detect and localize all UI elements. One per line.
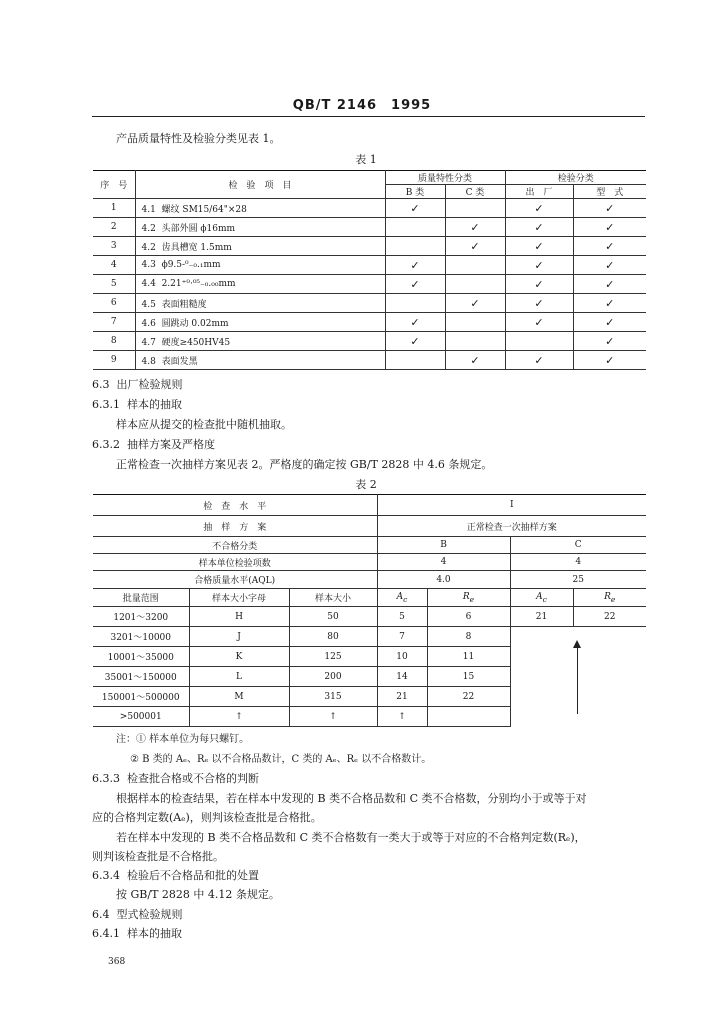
check-type: ✓ [573,218,646,237]
b-re: 11 [427,647,510,667]
nonconformity-label: 不合格分类 [93,537,377,554]
check-c: ✓ [445,237,505,256]
b-ac: 7 [377,627,427,647]
section-title: 检查批合格或不合格的判断 [127,772,259,785]
table-row [93,199,646,218]
sample-code: J [189,627,289,647]
table2-caption: 表 2 [355,478,377,491]
item-text: 齿具槽宽 1.5mm [161,242,232,253]
unit-items-label: 样本单位检验项数 [93,554,377,571]
clause-ref: 4.2 [141,242,156,253]
b-re [427,707,510,727]
table1-header-b: B 类 [385,185,445,199]
table-row [93,237,646,256]
row-seq: 2 [93,218,135,237]
clause-ref: 4.2 [141,223,156,234]
table-row [93,332,646,351]
section-6-3-4-paragraph: 按 GB/T 2828 中 4.12 条规定。 [116,888,280,901]
section-number: 6.3 [92,378,110,391]
document-header: QB/T 2146 1995 [292,98,432,113]
check-c [445,332,505,351]
check-type: ✓ [573,332,646,351]
clause-ref: 4.8 [141,356,156,367]
column-header-b-re [427,589,510,607]
sample-size: 50 [289,607,377,627]
row-item [135,351,385,370]
check-type: ✓ [573,313,646,332]
check-c: ✓ [445,294,505,313]
section-title: 抽样方案及严格度 [127,438,215,451]
check-factory: ✓ [505,237,573,256]
b-re: 8 [427,627,510,647]
item-text: 2.21⁺⁰·⁰⁵₋₀.₀₀mm [161,279,236,289]
item-text: 表面粗糙度 [161,299,207,310]
table1-header-quality: 质量特性分类 [385,171,505,185]
header-rule [92,116,645,117]
table-row [93,256,646,275]
column-header-size: 样本大小 [289,589,377,607]
arrow-up-icon [573,640,581,648]
check-factory: ✓ [505,313,573,332]
sample-code: ↑ [189,707,289,727]
table1-header-type: 型 式 [573,185,646,199]
section-number: 6.3.1 [92,398,120,411]
row-seq: 5 [93,275,135,294]
ac-letter: A [396,591,404,602]
check-c: ✓ [445,351,505,370]
b-re: 15 [427,667,510,687]
b-re: 6 [427,607,510,627]
column-header-c-re [573,589,646,607]
section-title: 型式检验规则 [116,908,183,921]
section-6-4-1-heading [92,925,182,941]
check-type: ✓ [573,294,646,313]
inspection-level-value: I [377,495,646,516]
section-6-4-heading [92,906,183,922]
check-factory: ✓ [505,218,573,237]
b-ac: 10 [377,647,427,667]
ac-letter: A [536,591,543,602]
row-item [135,237,385,256]
row-item [135,199,385,218]
clause-ref: 4.5 [141,299,156,310]
re-subscript: e [610,594,616,604]
check-c [445,199,505,218]
check-b: ✓ [385,332,445,351]
b-ac: ↑ [377,707,427,727]
section-number: 6.3.4 [92,869,120,882]
row-seq: 3 [93,237,135,256]
check-type: ✓ [573,199,646,218]
row-item [135,256,385,275]
batch-range: 150001～500000 [93,687,189,707]
check-c: ✓ [445,218,505,237]
row-seq: 9 [93,351,135,370]
sample-size: 315 [289,687,377,707]
c-ac: 21 [510,607,573,627]
column-header-code: 样本大小字母 [189,589,289,607]
section-6-3-1-paragraph: 样本应从提交的检查批中随机抽取。 [116,418,292,431]
note-2: ② B 类的 Aₑ、Rₑ 以不合格品数计，C 类的 Aₑ、Rₑ 以不合格数计。 [130,754,432,765]
section-title: 样本的抽取 [127,398,182,411]
check-b [385,237,445,256]
column-header-b-ac [377,589,427,607]
nonconformity-c: C [510,537,646,554]
row-item [135,218,385,237]
table-row [93,627,646,647]
sample-size: 80 [289,627,377,647]
table-row [93,313,646,332]
re-letter: R [604,591,611,602]
table-row [93,607,646,627]
sampling-plan-value: 正常检查一次抽样方案 [377,516,646,537]
table1 [93,170,646,370]
check-type: ✓ [573,351,646,370]
table1-header-seq: 序 号 [93,171,135,199]
ac-subscript: c [542,594,547,604]
check-b [385,351,445,370]
aql-label: 合格质量水平(AQL) [93,571,377,589]
batch-range: 10001～35000 [93,647,189,667]
batch-range: 3201～10000 [93,627,189,647]
nonconformity-b: B [377,537,510,554]
section-number: 6.4.1 [92,927,120,940]
section-6-3-heading [92,376,183,392]
row-seq: 1 [93,199,135,218]
table2 [93,494,646,727]
clause-ref: 4.3 [141,260,156,270]
sample-size: 125 [289,647,377,667]
clause-ref: 4.4 [141,279,156,289]
section-title: 样本的抽取 [127,927,182,940]
section-6-3-1-heading [92,396,182,412]
b-re: 22 [427,687,510,707]
section-6-3-3-paragraph-a-line2: 应的合格判定数(Aₑ)，则判该检查批是合格批。 [92,811,322,824]
table1-header-c: C 类 [445,185,505,199]
page-number: 368 [108,957,126,967]
check-factory [505,332,573,351]
check-c [445,313,505,332]
unit-items-c: 4 [510,554,646,571]
check-b [385,218,445,237]
table1-header-item: 检 验 项 目 [135,171,385,199]
check-factory: ✓ [505,294,573,313]
section-number: 6.3.3 [92,772,120,785]
check-b: ✓ [385,313,445,332]
row-seq: 6 [93,294,135,313]
c-re: 22 [573,607,646,627]
sampling-plan-label: 抽 样 方 案 [93,516,377,537]
item-text: 螺纹 SM15/64"×28 [161,204,247,215]
table1-caption: 表 1 [355,153,377,166]
sample-size: ↑ [289,707,377,727]
row-seq: 8 [93,332,135,351]
b-ac: 21 [377,687,427,707]
batch-range: >500001 [93,707,189,727]
b-ac: 14 [377,667,427,687]
re-letter: R [462,591,470,602]
table-row [93,275,646,294]
table1-header-factory: 出 厂 [505,185,573,199]
section-6-3-3-paragraph-a-line1: 根据样本的检查结果，若在样本中发现的 B 类不合格品数和 C 类不合格数，分别均小于或等于对 [116,792,587,805]
sample-code: L [189,667,289,687]
batch-range: 35001～150000 [93,667,189,687]
section-6-3-2-paragraph: 正常检查一次抽样方案见表 2。严格度的确定按 GB/T 2828 中 4.6 条规定。 [116,458,493,471]
row-item [135,275,385,294]
section-title: 检验后不合格品和批的处置 [127,869,259,882]
clause-ref: 4.7 [141,337,156,348]
row-seq: 7 [93,313,135,332]
check-factory: ✓ [505,275,573,294]
unit-items-b: 4 [377,554,510,571]
section-title: 出厂检验规则 [116,378,183,391]
intro-paragraph: 产品质量特性及检验分类见表 1。 [116,132,281,145]
item-text: ϕ9.5-⁰₋₀.₁mm [161,260,221,270]
check-type: ✓ [573,256,646,275]
row-item [135,313,385,332]
ac-subscript: c [403,594,408,604]
section-number: 6.3.2 [92,438,120,451]
sample-code: H [189,607,289,627]
column-header-c-ac [510,589,573,607]
item-text: 圆跳动 0.02mm [161,318,229,329]
b-ac: 5 [377,607,427,627]
check-b: ✓ [385,256,445,275]
clause-ref: 4.6 [141,318,156,329]
clause-ref: 4.1 [141,204,156,215]
check-b [385,294,445,313]
table1-header-inspect: 检验分类 [505,171,646,185]
check-b: ✓ [385,275,445,294]
row-item [135,332,385,351]
check-factory: ✓ [505,256,573,275]
sample-code: M [189,687,289,707]
row-item [135,294,385,313]
check-factory: ✓ [505,351,573,370]
inspection-level-label: 检 查 水 平 [93,495,377,516]
section-6-3-2-heading [92,436,215,452]
column-header-batch: 批量范围 [93,589,189,607]
section-6-3-3-paragraph-b-line2: 则判该检查批是不合格批。 [92,850,224,863]
check-type: ✓ [573,237,646,256]
section-6-3-4-heading [92,867,259,883]
item-text: 头部外圆 ϕ16mm [161,223,236,234]
sample-size: 200 [289,667,377,687]
note-1: 注：① 样本单位为每只螺钉。 [116,734,250,745]
check-type: ✓ [573,275,646,294]
arrow-up-line [577,646,578,714]
row-seq: 4 [93,256,135,275]
sample-code: K [189,647,289,667]
check-b: ✓ [385,199,445,218]
item-text: 硬度≥450HV45 [161,337,231,348]
batch-range: 1201～3200 [93,607,189,627]
aql-b: 4.0 [377,571,510,589]
check-c [445,256,505,275]
section-number: 6.4 [92,908,110,921]
section-6-3-3-paragraph-b-line1: 若在样本中发现的 B 类不合格品数和 C 类不合格数有一类大于或等于对应的不合格判定数(Rₑ)， [116,831,586,844]
table-row [93,218,646,237]
check-c [445,275,505,294]
aql-c: 25 [510,571,646,589]
check-factory: ✓ [505,199,573,218]
item-text: 表面发黑 [161,356,198,367]
re-subscript: e [469,594,475,604]
table-row [93,351,646,370]
section-6-3-3-heading [92,770,259,786]
table-row [93,294,646,313]
